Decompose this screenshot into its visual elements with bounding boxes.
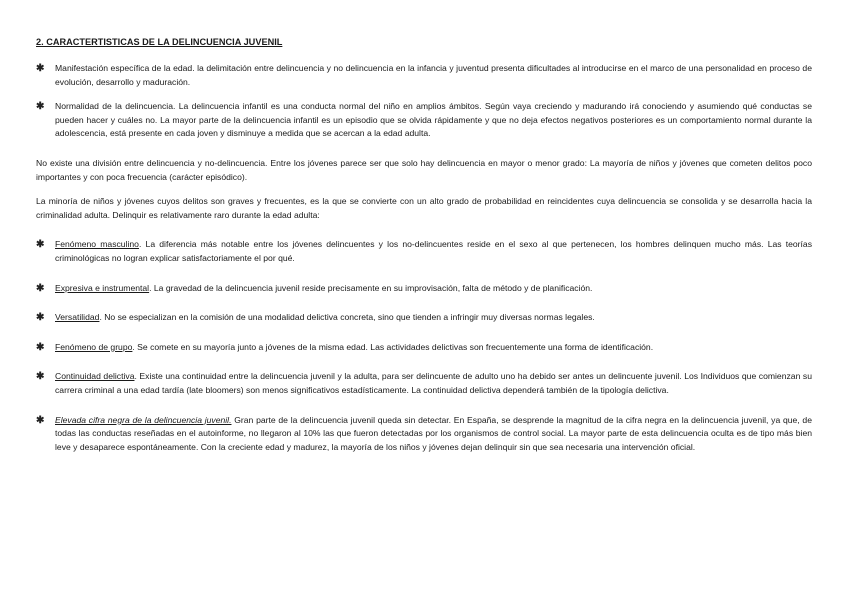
bullet-description: . La gravedad de la delincuencia juvenil reside precisamente en su improvisación, falta de método y de planificación. <box>149 282 593 293</box>
bullet-description: . Existe una continuidad entre la delincuencia juvenil y la adulta, para ser delincuente de adulto uno ha debido ser antes un delincuente juvenil. Los Individuos que comienzan su carrera criminal a una edad tardía (late bloomers) son menos significativos estadísticamente. La continuidad delictiva dependerá también de la tipología delictiva. <box>55 371 812 395</box>
bullet-description: Gran parte de la delincuencia juvenil queda sin detectar. En España, se desprende la magnitud de la cifra negra en la delincuencia juvenil, ya que, de todas las conductas reseñadas en el autoinforme, no llegaron al 10% las que fueron detectadas por los organismos de control social. La mayor parte de esta delincuencia oculta es de tipo más bien leve y desaparece espontáneamente. Con la creciente edad y madurez, la mayoría de los niños y jóvenes dejan delinquir sin que sea necesaria una intervención oficial. <box>55 414 812 452</box>
bullet-term: Elevada cifra negra de la delincuencia juvenil. <box>55 414 232 425</box>
asterisk-bullet-icon: ✱ <box>36 63 45 74</box>
section-heading: 2. CARACTERTISTICAS DE LA DELINCUENCIA JUVENIL <box>36 37 283 47</box>
bullet-text: Manifestación específica de la edad. la delimitación entre delincuencia y no delincuencia en la infancia y juventud presenta dificultades al introducirse en el marco de una personalidad en proceso de evolución, desarrollo y maduración. <box>55 63 812 87</box>
list-item <box>36 341 812 355</box>
list-item <box>36 282 812 296</box>
asterisk-bullet-icon: ✱ <box>36 414 45 426</box>
asterisk-bullet-icon: ✱ <box>36 341 45 353</box>
bullet-text <box>55 282 812 296</box>
bullet-description: . La diferencia más notable entre los jóvenes delincuentes y los no-delincuentes reside en el sexo al que pertenecen, los hombres delinquen mucho más. Las teorías criminológicas no logran explicar satisfactoriamente el por qué. <box>55 239 813 263</box>
list-item <box>36 62 812 89</box>
list-item <box>36 370 812 397</box>
bullet-term: Expresiva e instrumental <box>55 282 150 293</box>
asterisk-bullet-icon: ✱ <box>36 239 45 251</box>
bullet-term: Fenómeno de grupo <box>55 341 133 352</box>
list-item <box>36 414 812 455</box>
bullet-text <box>55 414 812 455</box>
list-item <box>36 238 812 265</box>
bullet-text: Normalidad de la delincuencia. La delincuencia infantil es una conducta normal del niño en amplios ámbitos. Según vaya creciendo y madurando irá conociendo y asumiendo qué conductas se pueden hacer y cuáles no. La mayor parte de la delincuencia infantil es un episodio que se olvida rápidamente y que no deja efectos negativos posteriores es un comportamiento normal durante la adolescencia, está presente en cada joven y disminuye a medida que se acercan a la edad adulta. <box>55 101 812 139</box>
asterisk-bullet-icon: ✱ <box>36 312 45 324</box>
bullet-term: Fenómeno masculino <box>55 239 139 250</box>
bullet-text <box>55 341 812 355</box>
bullet-text <box>55 311 812 325</box>
asterisk-bullet-icon: ✱ <box>36 282 45 294</box>
list-item <box>36 311 812 325</box>
bullet-text <box>55 238 812 265</box>
bullet-text <box>55 370 812 397</box>
asterisk-bullet-icon: ✱ <box>36 101 45 113</box>
bullet-description: . Se comete en su mayoría junto a jóvenes de la misma edad. Las actividades delictivas son frecuentemente una forma de identificación. <box>132 341 654 352</box>
bullet-description: . No se especializan en la comisión de una modalidad delictiva concreta, sino que tienden a infringir muy diversas normas legales. <box>99 312 595 323</box>
bullet-term: Versatilidad <box>55 312 100 323</box>
paragraph: No existe una división entre delincuencia y no-delincuencia. Entre los jóvenes parece ser que solo hay delincuencia en mayor o menor grado: La mayoría de niños y jóvenes que cometen delitos poco importantes y con poca frecuencia (carácter episódico). <box>36 157 812 182</box>
paragraph: La minoría de niños y jóvenes cuyos delitos son graves y frecuentes, es la que se convierte con un alto grado de probabilidad en reincidentes cuya delincuencia se consolida y se desarrolla hacia la criminalidad adulta. Delinquir es relativamente raro durante la edad adulta: <box>36 196 812 220</box>
asterisk-bullet-icon: ✱ <box>36 371 45 383</box>
bullet-term: Continuidad delictiva <box>55 371 135 382</box>
list-item <box>36 100 812 141</box>
